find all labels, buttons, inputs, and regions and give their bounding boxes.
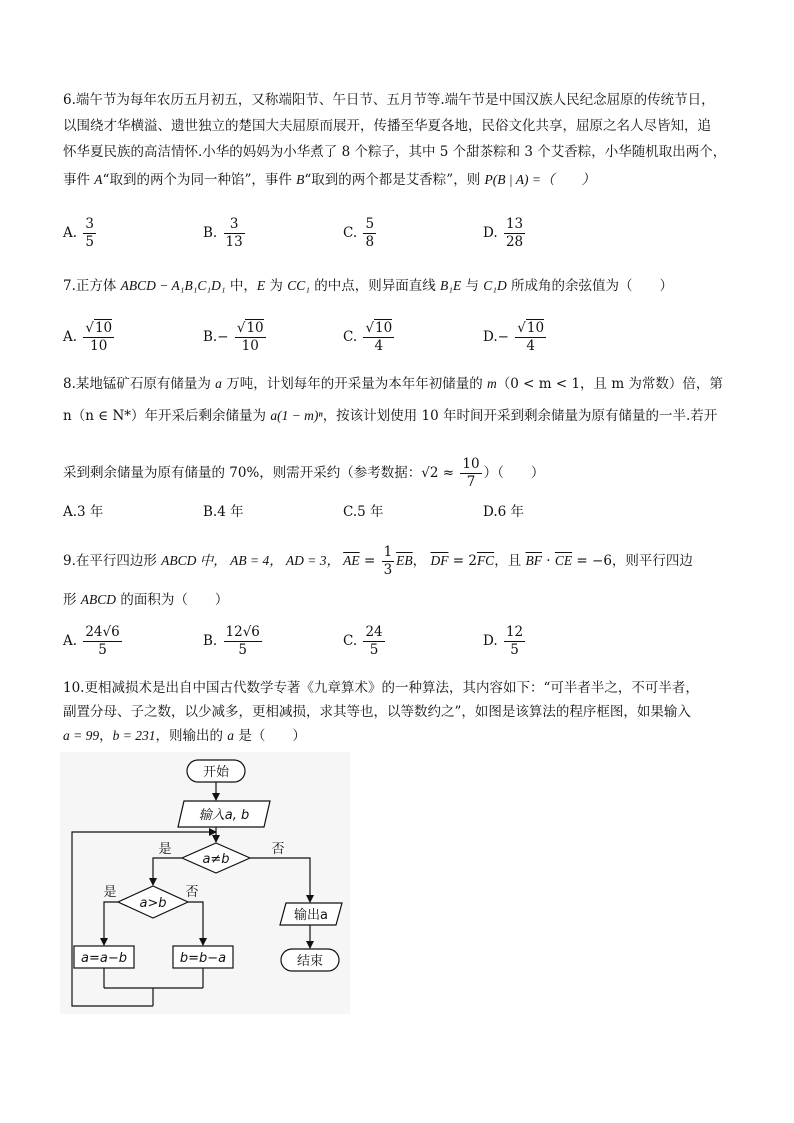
denominator: 10 [241, 338, 259, 354]
option-label: C. [343, 329, 358, 345]
sign: − [497, 329, 509, 345]
radicand: 10 [246, 320, 264, 336]
q8-option-a: A.3 年 [63, 504, 104, 520]
denominator: 28 [505, 234, 524, 250]
numerator: 24√6 [85, 624, 120, 640]
q9-option-c [343, 624, 387, 659]
q9-text: ，且 [494, 553, 526, 569]
q9-text: 形 [63, 592, 81, 608]
parallelogram-name: ABCD [161, 553, 197, 568]
fraction [460, 456, 481, 491]
q10-text: ，则输出的 [155, 728, 228, 744]
output-a: a [227, 728, 235, 743]
q6-option-d [483, 216, 527, 251]
q9-text: 9.在平行四边形 [63, 553, 162, 569]
cond2-label: a>b [139, 896, 167, 911]
fraction [235, 320, 266, 355]
event-a: A [94, 172, 103, 187]
q9-text: 的面积为（ ） [116, 592, 229, 608]
cube-name: ABCD − A₁B₁C₁D₁ [120, 278, 226, 293]
q10-line-3 [63, 726, 306, 746]
q6-line-3: 怀华夏民族的高洁情怀.小华的妈妈为小华煮了 8 个粽子，其中 5 个甜茶粽和 3 个艾香粽，小华随机取出两个， [63, 144, 727, 160]
q6-line-1: 6.端午节为每年农历五月初五，又称端阳节、午日节、五月节等.端午节是中国汉族人民纪念屈原的传统节日， [63, 92, 715, 108]
q9-line-2 [63, 590, 228, 610]
q7-text: 中， [225, 278, 257, 294]
q7-text: 的中点，则异面直线 [309, 278, 440, 294]
denominator: 8 [365, 234, 375, 250]
q6-line-4 [63, 170, 595, 190]
q8-text: ，按该计划使用 10 年时间开采到剩余储量为原有储量的一半.若开 [322, 408, 718, 424]
fraction [83, 216, 96, 251]
option-label: B. [203, 633, 218, 649]
edge-cc1: CC₁ [287, 278, 310, 293]
q7-stem [63, 276, 673, 296]
q9-text: = [359, 553, 380, 569]
q7-option-c [343, 320, 396, 355]
denominator: 5 [238, 642, 247, 658]
q9-text: = 2 [448, 553, 477, 569]
vector-ce: $\overline{CE}$ [554, 553, 573, 568]
vector-df: $\overline{DF}$ [430, 553, 449, 568]
numerator: √10 [365, 320, 393, 336]
fraction [504, 216, 525, 251]
vector-fc: $\overline{FC}$ [476, 553, 495, 568]
q10-line-1: 10.更相减损术是出自中国古代数学专著《九章算术》的一种算法，其内容如下：“可半者半之，不可半者， [63, 680, 699, 696]
numerator: 13 [505, 216, 524, 232]
numerator: √10 [517, 320, 545, 336]
point-e: E [256, 278, 266, 293]
q10-line-2: 副置分母、子之数，以少减多，更相减损，求其等也，以等数约之”，如图是该算法的程序框图，如果输入 [63, 704, 691, 720]
input-a: a = 99 [63, 728, 100, 743]
q7-text: 与 [461, 278, 484, 294]
option-label: A. [63, 225, 78, 241]
end-label: 结束 [296, 954, 324, 969]
start-label: 开始 [202, 765, 230, 780]
q8-option-b: B.4 年 [203, 504, 244, 520]
q9-line-1 [63, 544, 693, 579]
q8-text: n（n ∈ N*）年开采后剩余储量为 [63, 408, 271, 424]
q8-text: 万吨，计划每年的开采量为本年年初储量的 [221, 376, 488, 392]
denominator: 4 [374, 338, 384, 354]
assign2-label: b=b−a [179, 951, 227, 966]
vector-eb: $\overline{EB}$ [396, 553, 413, 568]
option-label: D. [483, 329, 498, 345]
option-label: C. [343, 633, 358, 649]
q9-text: · [542, 553, 555, 569]
assign1-label: a=a−b [81, 951, 127, 966]
input-b: b = 231 [112, 728, 156, 743]
no2-label: 否 [185, 885, 199, 900]
yes-label: 是 [158, 842, 172, 857]
remaining-expression: a(1 − m)ⁿ [270, 408, 323, 423]
q10-text: ， [99, 728, 113, 744]
flowchart [60, 752, 350, 1014]
cond1-label: a≠b [202, 852, 230, 867]
option-label: A. [63, 633, 78, 649]
radicand: 10 [94, 320, 113, 336]
denominator: 10 [90, 338, 108, 354]
denominator: 13 [225, 234, 243, 250]
fraction [363, 624, 384, 659]
denominator: 7 [466, 474, 476, 490]
numerator: 1 [383, 544, 393, 560]
numerator: 3 [224, 216, 245, 234]
numerator: 3 [85, 216, 94, 232]
q7-text: 7.正方体 [63, 278, 121, 294]
q6-text: 事件 [63, 172, 95, 188]
radicand: 10 [375, 320, 393, 336]
fraction [83, 624, 121, 659]
option-label: A. [63, 329, 78, 345]
output-label: 输出a [294, 908, 328, 923]
fraction [224, 624, 262, 659]
yes2-label: 是 [103, 885, 117, 900]
sqrt-approx: √2 ≈ [421, 465, 455, 481]
q6-option-c [343, 216, 378, 251]
denominator: 5 [85, 234, 94, 250]
q9-text: 中， AB = 4， AD = 3， [196, 553, 344, 568]
q8-line-2 [63, 406, 717, 426]
q6-option-b [203, 216, 247, 251]
numerator: 12√6 [225, 624, 260, 640]
q7-option-d [483, 320, 548, 355]
option-label: D. [483, 633, 498, 649]
q9-text: ， [412, 553, 431, 569]
line-b1e: B₁E [440, 278, 462, 293]
denominator: 4 [526, 338, 535, 354]
vector-ae: $\overline{AE}$ [343, 553, 360, 568]
vector-bf: $\overline{BF}$ [525, 553, 542, 568]
q8-text: （0 < m < 1，且 m 为常数）倍，第 [496, 376, 723, 392]
q9-text: = −6，则平行四边 [572, 553, 693, 569]
fraction [224, 216, 245, 251]
denominator: 3 [383, 562, 393, 578]
denominator: 5 [510, 642, 519, 658]
parallelogram-name: ABCD [80, 592, 117, 607]
fraction [363, 216, 376, 251]
q10-text: 是（ ） [234, 728, 306, 744]
numerator: √10 [236, 320, 264, 336]
option-label: B. [203, 225, 218, 241]
probability-expression: P(B | A) =（ ） [484, 172, 595, 187]
var-a: a [215, 376, 222, 391]
q8-option-d: D.6 年 [483, 504, 525, 520]
option-label: B. [203, 329, 218, 345]
no-label: 否 [271, 842, 285, 857]
q8-text: 采到剩余储量为原有储量的 70%，则需开采约（参考数据： [63, 465, 422, 481]
q8-line-1 [63, 374, 723, 394]
q8-text: ）（ ） [483, 465, 545, 481]
numerator: 12 [505, 624, 524, 640]
line-c1d: C₁D [483, 278, 507, 293]
q6-line-2: 以围绕才华横溢、遗世独立的楚国大夫屈原而展开，传播至华夏各地，民俗文化共享，屈原之名人尽皆知，追 [63, 118, 711, 134]
option-label: C. [343, 225, 358, 241]
q8-text: 8.某地锰矿石原有储量为 [63, 376, 216, 392]
q8-option-c: C.5 年 [343, 504, 384, 520]
input-label: 输入a, b [198, 808, 250, 823]
event-b: B [296, 172, 305, 187]
fraction [515, 320, 546, 355]
q8-line-3 [63, 456, 544, 491]
q9-option-d [483, 624, 527, 659]
numerator: 24 [365, 624, 383, 640]
q7-option-a [63, 320, 116, 355]
numerator: 10 [462, 456, 480, 472]
radicand: 10 [526, 320, 545, 336]
fraction [504, 624, 525, 659]
q7-text: 所成角的余弦值为（ ） [506, 278, 674, 294]
q6-option-a [63, 216, 98, 251]
sign: − [217, 329, 229, 345]
fraction [83, 320, 114, 355]
fraction [363, 320, 394, 355]
q9-option-b [203, 624, 264, 659]
option-label: D. [483, 225, 498, 241]
numerator: √10 [85, 320, 113, 336]
numerator: 5 [365, 216, 375, 232]
denominator: 5 [98, 642, 107, 658]
q9-option-a [63, 624, 124, 659]
q7-option-b [203, 320, 268, 355]
var-m: m [487, 376, 497, 391]
denominator: 5 [369, 642, 379, 658]
q6-text: “取到的两个都是艾香粽”，则 [304, 172, 485, 188]
fraction [382, 544, 395, 579]
q7-text: 为 [265, 278, 288, 294]
q6-text: “取到的两个为同一种馅”，事件 [102, 172, 297, 188]
